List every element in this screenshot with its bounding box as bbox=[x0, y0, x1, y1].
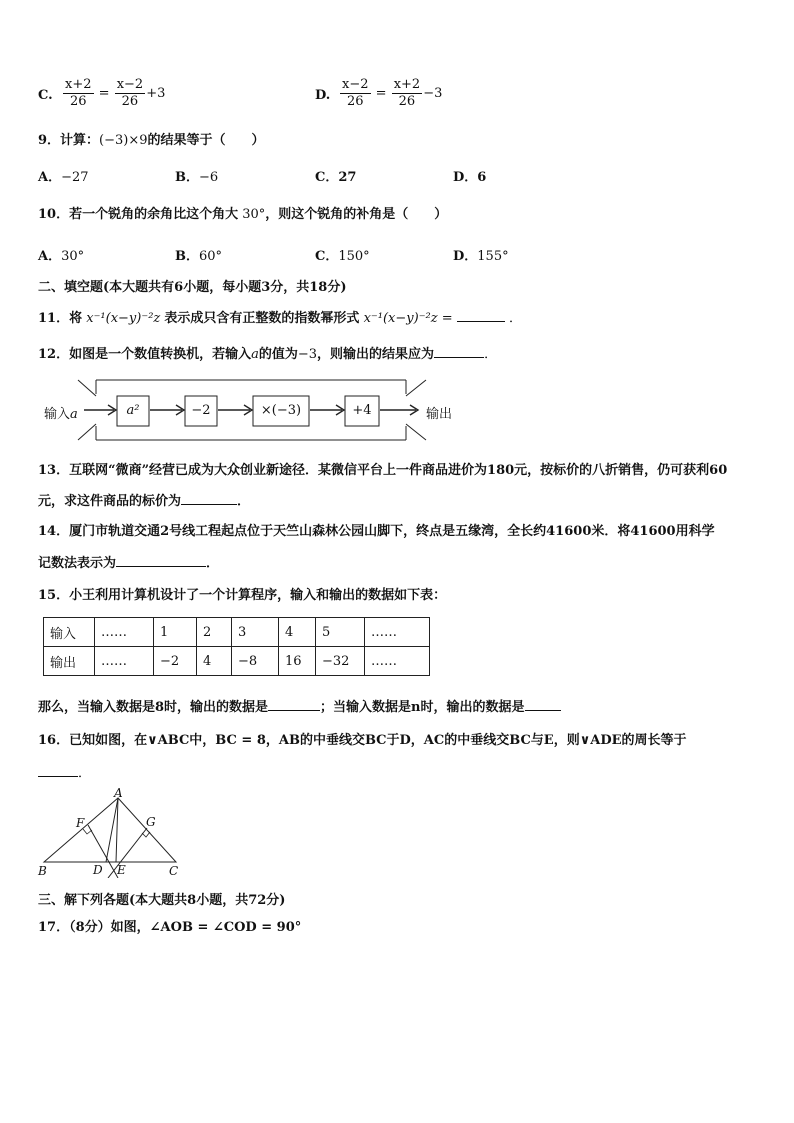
table-cell: 输出 bbox=[44, 647, 95, 676]
q8-d-rhs-num: x+2 bbox=[393, 77, 421, 92]
table-cell: …… bbox=[365, 618, 430, 647]
q14-line1: 14．厦门市轨道交通2号线工程起点位于天竺山森林公园山脚下，终点是五缘湾，全长约41600米．将41600用科学 bbox=[38, 524, 715, 539]
q12-answer-blank[interactable] bbox=[434, 345, 484, 358]
label-d: D bbox=[93, 863, 103, 877]
q9-stem-suffix: 的结果等于（ ） bbox=[147, 133, 265, 148]
q9-option-a: A．−27 bbox=[38, 170, 89, 185]
machine-box-times-neg3: ×(−3) bbox=[260, 403, 302, 418]
q16-answer-blank[interactable] bbox=[38, 764, 78, 777]
table-row bbox=[44, 618, 430, 647]
q11-suffix: ． bbox=[508, 311, 522, 326]
q10-option-a: A．30° bbox=[38, 249, 85, 264]
label-a: A bbox=[114, 786, 123, 800]
q8-c-tail: +3 bbox=[146, 86, 166, 101]
table-cell: −8 bbox=[232, 647, 279, 676]
table-cell: −32 bbox=[316, 647, 365, 676]
q13-line2: 元，求这件商品的标价为 ． bbox=[38, 494, 251, 509]
q12-value: −3 bbox=[297, 347, 318, 362]
q11-middle: 表示成只含有正整数的指数幂形式 bbox=[164, 311, 360, 326]
q11 bbox=[38, 307, 522, 326]
q11-answer-blank[interactable] bbox=[457, 309, 505, 322]
q9-option-c: C．27 bbox=[315, 170, 357, 185]
q12-var: a bbox=[251, 347, 259, 362]
q8-d-rhs-den: 26 bbox=[398, 94, 416, 109]
q11-expr1: x⁻¹(x−y)⁻²z bbox=[86, 311, 161, 326]
q13-line1: 13．互联网“微商”经营已成为大众创业新途径．某微信平台上一件商品进价为180元，按标价的八折销售，仍可获利60 bbox=[38, 463, 728, 478]
table-cell: 3 bbox=[232, 618, 279, 647]
q12-stem-mid: 的值为 bbox=[258, 347, 298, 362]
q9-stem-prefix: 9．计算： bbox=[38, 133, 100, 148]
table-cell: 2 bbox=[197, 618, 232, 647]
q16-line1: 16．已知如图，在∨ABC中，BC = 8，AB的中垂线交BC于D，AC的中垂线交BC与E，则∨ADE的周长等于 bbox=[38, 733, 687, 748]
q14-answer-blank[interactable] bbox=[116, 554, 206, 567]
table-cell: 4 bbox=[197, 647, 232, 676]
q17-stem: 17．（8分）如图，∠AOB = ∠COD = 90° bbox=[38, 920, 302, 935]
table-cell: …… bbox=[95, 647, 154, 676]
table-cell: …… bbox=[95, 618, 154, 647]
q10-stem-prefix: 10．若一个锐角的余角比这个角大 bbox=[38, 207, 239, 222]
machine-input-label: 输入a bbox=[44, 407, 78, 422]
table-cell: 4 bbox=[279, 618, 316, 647]
q14-line2: 记数法表示为 ． bbox=[38, 556, 220, 571]
label-g: G bbox=[146, 815, 156, 829]
table-cell: 5 bbox=[316, 618, 365, 647]
table-cell: 输入 bbox=[44, 618, 95, 647]
q10-option-b: B．60° bbox=[175, 249, 223, 264]
q9-stem bbox=[38, 129, 265, 148]
machine-output-label: 输出 bbox=[426, 407, 453, 422]
q8-option-d-equation: $\frac{x-2}{26}$ = $\frac{x+2}{26}$ −3 bbox=[342, 77, 443, 109]
q8-option-d-label: D. bbox=[315, 88, 331, 103]
q8-c-rhs-den: 26 bbox=[121, 94, 139, 109]
section-3-heading: 三、解下列各题(本大题共8小题，共72分) bbox=[38, 893, 286, 908]
table-row bbox=[44, 647, 430, 676]
q10-stem bbox=[38, 203, 447, 222]
section-2-heading: 二、填空题(本大题共有6小题，每小题3分，共18分) bbox=[38, 280, 347, 295]
machine-box-square: a² bbox=[126, 403, 140, 418]
q13-answer-blank[interactable] bbox=[181, 492, 237, 505]
q15-answer-blank-1[interactable] bbox=[268, 698, 320, 711]
q8-c-lhs-den: 26 bbox=[69, 94, 87, 109]
q10-stem-suffix: ，则这个锐角的补角是（ ） bbox=[265, 207, 448, 222]
label-b: B bbox=[38, 864, 47, 878]
label-f: F bbox=[76, 816, 85, 830]
triangle-figure bbox=[36, 786, 186, 878]
q11-prefix: 11．将 bbox=[38, 311, 83, 326]
q11-expr2: x⁻¹(x−y)⁻²z = bbox=[363, 311, 453, 326]
q12-stem: 12．如图是一个数值转换机，若输入a的值为−3，则输出的结果应为 ． bbox=[38, 347, 498, 362]
q10-option-c: C．150° bbox=[315, 249, 370, 264]
q8-d-tail: −3 bbox=[423, 86, 443, 101]
q9-option-b: B．−6 bbox=[175, 170, 219, 185]
q16-line2: ． bbox=[38, 762, 91, 781]
table-cell: 16 bbox=[279, 647, 316, 676]
q10-option-d: D．155° bbox=[453, 249, 509, 264]
q12-stem-prefix: 12．如图是一个数值转换机，若输入 bbox=[38, 347, 252, 362]
q8-option-c-label: C. bbox=[38, 88, 53, 103]
q8-option-c-equation: $\frac{x+2}{26}$ = $\frac{x-2}{26}$ +3 bbox=[65, 77, 166, 109]
machine-box-plus4: +4 bbox=[352, 403, 372, 418]
q15-followup: 那么，当输入数据是8时，输出的数据是 ；当输入数据是n时，输出的数据是 bbox=[38, 696, 561, 715]
table-cell: 1 bbox=[154, 618, 197, 647]
label-e: E bbox=[117, 863, 126, 877]
q9-option-d: D．6 bbox=[453, 170, 487, 185]
label-c: C bbox=[169, 864, 179, 878]
q8-c-rhs-num: x−2 bbox=[116, 77, 144, 92]
q15-answer-blank-2[interactable] bbox=[525, 698, 561, 711]
q8-d-lhs-den: 26 bbox=[346, 94, 364, 109]
machine-box-minus2: −2 bbox=[191, 403, 211, 418]
q12-stem-suffix: ，则输出的结果应为 bbox=[317, 347, 435, 362]
q15-io-table bbox=[43, 617, 430, 676]
table-cell: −2 bbox=[154, 647, 197, 676]
table-cell: …… bbox=[365, 647, 430, 676]
machine-input-var: a bbox=[70, 407, 78, 422]
q10-angle: 30° bbox=[242, 207, 266, 222]
q9-expr: (−3)×9 bbox=[99, 133, 148, 148]
q15-stem: 15．小王利用计算机设计了一个计算程序，输入和输出的数据如下表： bbox=[38, 588, 447, 603]
q8-d-lhs-num: x−2 bbox=[342, 77, 369, 92]
q8-c-lhs-num: x+2 bbox=[65, 77, 92, 92]
